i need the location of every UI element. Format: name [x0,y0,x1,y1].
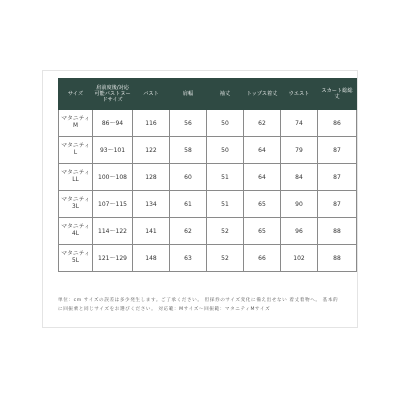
table-cell: 122 [133,137,170,164]
table-cell: 121〜129 [93,245,133,272]
table-cell: 96 [281,218,318,245]
size-cell: マタニティ4L [59,218,93,245]
size-cell: マタニティ5L [59,245,93,272]
table-cell: 50 [207,110,244,137]
table-cell: 52 [207,218,244,245]
table-cell: 116 [133,110,170,137]
table-cell: 114〜122 [93,218,133,245]
table-cell: 87 [318,164,357,191]
table-cell: 65 [244,191,281,218]
size-notes [58,296,358,314]
table-cell: 86 [318,110,357,137]
table-row [59,218,357,245]
table-cell: 100〜108 [93,164,133,191]
header-sleeve: 袖丈 [207,79,244,110]
table-row [59,164,357,191]
table-cell: 56 [170,110,207,137]
table-cell: 66 [244,245,281,272]
table-cell: 84 [281,164,318,191]
table-cell: 141 [133,218,170,245]
table-cell: 64 [244,137,281,164]
table-cell: 87 [318,137,357,164]
header-top-length: トップス着丈 [244,79,281,110]
table-cell: 90 [281,191,318,218]
size-chart-table [58,78,357,272]
table-cell: 62 [244,110,281,137]
table-cell: 64 [244,164,281,191]
header-shoulder: 肩幅 [170,79,207,110]
header-skirt-length: スカート総総丈 [318,79,357,110]
table-header-row [59,79,357,110]
header-size: サイズ [59,79,93,110]
table-cell: 50 [207,137,244,164]
table-cell: 148 [133,245,170,272]
table-cell: 128 [133,164,170,191]
table-cell: 58 [170,137,207,164]
table-cell: 63 [170,245,207,272]
table-cell: 107〜115 [93,191,133,218]
table-cell: 88 [318,245,357,272]
table-cell: 87 [318,191,357,218]
table-cell: 74 [281,110,318,137]
table-cell: 86〜94 [93,110,133,137]
table-cell: 93〜101 [93,137,133,164]
table-cell: 61 [170,191,207,218]
header-bust: バスト [133,79,170,110]
table-cell: 51 [207,164,244,191]
note-line: に回振乗と同じサイズをお選びください。 対応範：Mサイズ〜回振範：マタニティMサイズ [58,307,271,312]
size-cell: マタニティL [59,137,93,164]
table-cell: 102 [281,245,318,272]
table-row [59,245,357,272]
table-cell: 62 [170,218,207,245]
header-waist: ウエスト [281,79,318,110]
table-cell: 60 [170,164,207,191]
table-cell: 65 [244,218,281,245]
size-cell: マタニティ3L [59,191,93,218]
table-row [59,137,357,164]
table-row [59,110,357,137]
header-bust-range: 肩前度後/対応可能バストヌードサイズ [93,79,133,110]
table-cell: 88 [318,218,357,245]
note-line: 単位：cm サイズの誤差は多少発生します。ご了承ください。 但採券のサイズ変化に備え出せない 着丈着物へ。 基本的 [58,298,339,303]
table-row [59,191,357,218]
table-cell: 79 [281,137,318,164]
table-cell: 52 [207,245,244,272]
size-cell: マタニティM [59,110,93,137]
table-cell: 51 [207,191,244,218]
table-cell: 134 [133,191,170,218]
size-cell: マタニティLL [59,164,93,191]
